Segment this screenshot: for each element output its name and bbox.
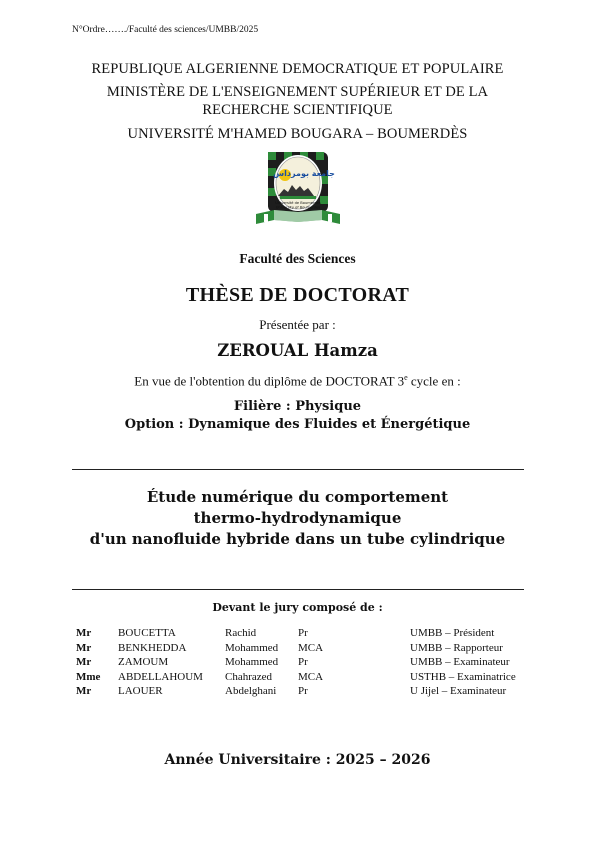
table-row bbox=[76, 684, 530, 699]
table-row bbox=[76, 626, 530, 641]
jury-table bbox=[76, 626, 530, 699]
diploma-text: En vue de l'obtention du diplôme de DOCTORAT 3 bbox=[134, 373, 405, 389]
republic-header: REPUBLIQUE ALGERIENNE DEMOCRATIQUE ET POPULAIRE bbox=[91, 61, 504, 77]
ministry-header: MINISTÈRE DE L'ENSEIGNEMENT SUPÉRIEUR ET DE LA bbox=[106, 84, 489, 100]
filiere: Filière : Physique bbox=[233, 399, 362, 414]
university-logo bbox=[254, 152, 342, 228]
jury-firstname: Mohammed bbox=[225, 641, 279, 654]
jury-role: USTHB – Examinatrice bbox=[410, 670, 516, 683]
jury-lastname: BOUCETTA bbox=[118, 627, 176, 639]
author-name: ZEROUAL Hamza bbox=[217, 341, 378, 360]
jury-grade: MCA bbox=[298, 641, 324, 654]
bottom-divider bbox=[72, 589, 524, 590]
jury-title-cell: Mr bbox=[76, 685, 92, 698]
jury-firstname: Rachid bbox=[225, 627, 257, 639]
subject-line-3: d'un nanofluide hybride dans un tube cylindrique bbox=[89, 530, 506, 548]
faculty-name: Faculté des Sciences bbox=[239, 251, 356, 266]
diploma-line bbox=[0, 373, 595, 389]
logo-arabic-text: جامعة بومرداس bbox=[273, 169, 335, 178]
table-row bbox=[76, 655, 530, 670]
jury-title-cell: Mr bbox=[76, 641, 92, 654]
jury-role: UMBB – Président bbox=[410, 627, 495, 639]
jury-title-cell: Mr bbox=[76, 627, 92, 639]
jury-role: U Jijel – Examinateur bbox=[410, 685, 507, 698]
subject-line-2: thermo-hydrodynamique bbox=[193, 509, 402, 527]
jury-grade: Pr bbox=[298, 627, 308, 639]
university-header: UNIVERSITÉ M'HAMED BOUGARA – BOUMERDÈS bbox=[127, 126, 468, 142]
table-row bbox=[76, 641, 530, 656]
top-divider bbox=[72, 469, 524, 470]
logo-label-fr: Université de Boumerdes bbox=[275, 201, 321, 205]
thesis-subject bbox=[0, 487, 595, 550]
order-number: N°Ordre……./Faculté des sciences/UMBB/2025 bbox=[72, 25, 259, 35]
jury-grade: Pr bbox=[298, 656, 308, 669]
jury-firstname: Mohammed bbox=[225, 656, 279, 669]
jury-title: Devant le jury composé de : bbox=[212, 601, 383, 614]
jury-lastname: ABDELLAHOUM bbox=[118, 670, 203, 683]
jury-grade: MCA bbox=[298, 670, 324, 683]
diploma-sup: e bbox=[404, 373, 408, 382]
academic-year: Année Universitaire : 2025 – 2026 bbox=[164, 752, 431, 768]
jury-firstname: Chahrazed bbox=[225, 670, 273, 683]
option: Option : Dynamique des Fluides et Énergétique bbox=[124, 417, 471, 432]
jury-firstname: Abdelghani bbox=[225, 685, 277, 698]
diploma-text-end: cycle en : bbox=[407, 373, 461, 389]
jury-role: UMBB – Examinateur bbox=[410, 656, 510, 669]
jury-role: UMBB – Rapporteur bbox=[410, 641, 503, 654]
table-row bbox=[76, 670, 530, 685]
presented-by: Présentée par : bbox=[259, 317, 336, 332]
jury-title-cell: Mme bbox=[76, 670, 101, 683]
jury-title-cell: Mr bbox=[76, 656, 92, 669]
subject-line-1: Étude numérique du comportement bbox=[146, 488, 449, 506]
jury-lastname: ZAMOUM bbox=[118, 656, 169, 669]
logo-label-en: University of Boumerdes bbox=[275, 205, 321, 210]
jury-grade: Pr bbox=[298, 685, 308, 698]
ministry-header-cont: RECHERCHE SCIENTIFIQUE bbox=[202, 102, 393, 118]
jury-lastname: LAOUER bbox=[118, 685, 163, 698]
jury-lastname: BENKHEDDA bbox=[118, 641, 187, 654]
thesis-title: THÈSE DE DOCTORAT bbox=[185, 284, 410, 306]
